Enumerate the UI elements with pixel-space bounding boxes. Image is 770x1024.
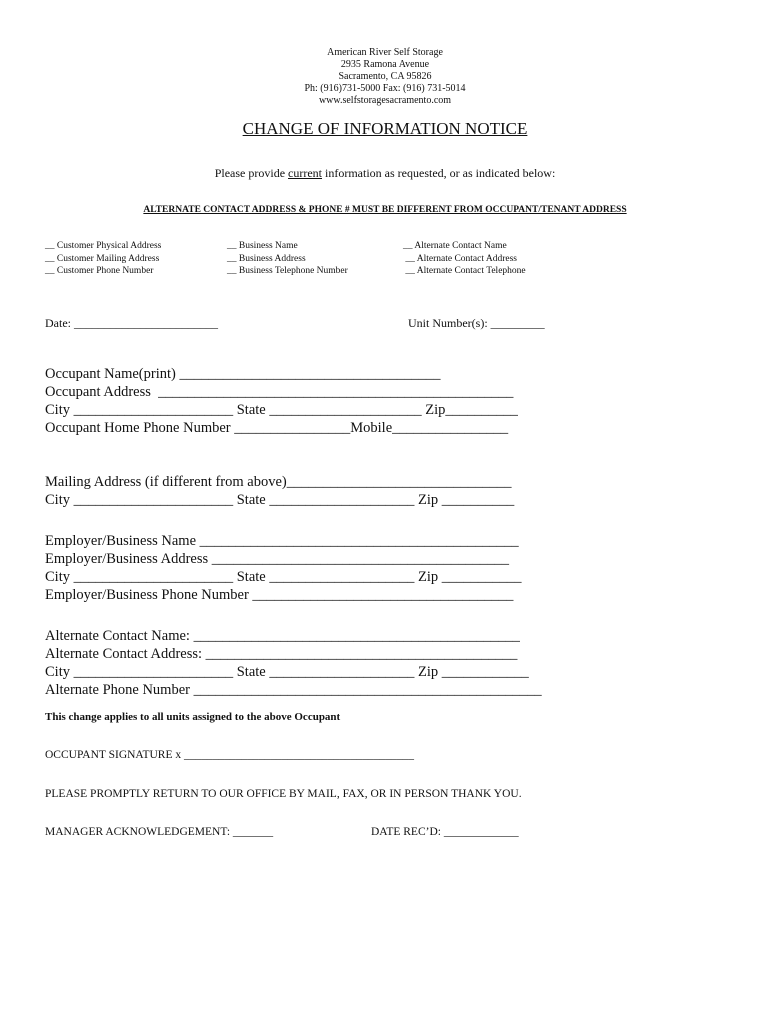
check-customer-physical-address[interactable]: __ Customer Physical Address xyxy=(45,241,162,251)
check-alternate-contact-telephone[interactable]: __ Alternate Contact Telephone xyxy=(403,266,526,276)
return-note: PLEASE PROMPTLY RETURN TO OUR OFFICE BY MAIL, FAX, OR IN PERSON THANK YOU. xyxy=(45,788,522,800)
occupant-address-field[interactable]: Occupant Address _________________________________________________ xyxy=(45,384,514,400)
company-city: Sacramento, CA 95826 xyxy=(338,71,432,82)
occupant-signature-field[interactable]: OCCUPANT SIGNATURE x ________________________________________ xyxy=(45,749,414,761)
manager-acknowledgement-field[interactable]: MANAGER ACKNOWLEDGEMENT: _______ xyxy=(45,826,274,838)
check-business-name[interactable]: __ Business Name xyxy=(227,241,298,251)
mailing-address-field[interactable]: Mailing Address (if different from above)_______________________________ xyxy=(45,474,512,490)
company-street: 2935 Ramona Avenue xyxy=(340,59,430,70)
date-received-field[interactable]: DATE REC’D: _____________ xyxy=(371,826,519,838)
alternate-contact-name-field[interactable]: Alternate Contact Name: _____________________________________________ xyxy=(45,628,520,644)
checklist-column-business xyxy=(227,240,348,278)
instruction-text xyxy=(0,166,770,181)
employer-address-field[interactable]: Employer/Business Address _________________________________________ xyxy=(45,551,509,567)
alternate-city-state-zip-field[interactable]: City ______________________ State ____________________ Zip ____________ xyxy=(45,664,529,680)
check-alternate-contact-name[interactable]: __ Alternate Contact Name xyxy=(403,241,507,251)
employer-city-state-zip-field[interactable]: City ______________________ State ____________________ Zip ___________ xyxy=(45,569,522,585)
date-field[interactable]: Date: ________________________ xyxy=(45,316,218,330)
check-customer-mailing-address[interactable]: __ Customer Mailing Address xyxy=(45,253,160,264)
instruction-emphasis: current xyxy=(288,166,323,180)
instruction-before: Please provide xyxy=(214,166,289,180)
alternate-phone-field[interactable]: Alternate Phone Number ________________________________________________ xyxy=(45,682,542,698)
employer-name-field[interactable]: Employer/Business Name ____________________________________________ xyxy=(45,533,519,549)
check-alternate-contact-address[interactable]: __ Alternate Contact Address xyxy=(403,253,517,264)
employer-phone-field[interactable]: Employer/Business Phone Number ____________________________________ xyxy=(45,587,514,603)
check-customer-phone-number[interactable]: __ Customer Phone Number xyxy=(45,266,154,276)
checklist-column-customer xyxy=(45,240,161,278)
applies-note: This change applies to all units assigned to the above Occupant xyxy=(45,711,341,723)
occupant-name-field[interactable]: Occupant Name(print) ____________________________________ xyxy=(45,366,441,382)
unit-number-field[interactable]: Unit Number(s): _________ xyxy=(408,316,545,330)
instruction-after: information as requested, or as indicated below: xyxy=(322,166,556,180)
occupant-phone-field[interactable]: Occupant Home Phone Number ________________Mobile________________ xyxy=(45,420,509,436)
check-business-telephone[interactable]: __ Business Telephone Number xyxy=(227,266,348,276)
document-title: CHANGE OF INFORMATION NOTICE xyxy=(242,119,528,138)
occupant-city-state-zip-field[interactable]: City ______________________ State _____________________ Zip__________ xyxy=(45,402,518,418)
check-business-address[interactable]: __ Business Address xyxy=(227,253,306,264)
company-name: American River Self Storage xyxy=(327,47,443,58)
alternate-contact-warning: ALTERNATE CONTACT ADDRESS & PHONE # MUST BE DIFFERENT FROM OCCUPANT/TENANT ADDRESS xyxy=(143,205,627,215)
mailing-city-state-zip-field[interactable]: City ______________________ State ____________________ Zip __________ xyxy=(45,492,515,508)
alternate-contact-address-field[interactable]: Alternate Contact Address: ___________________________________________ xyxy=(45,646,518,662)
company-website: www.selfstoragesacramento.com xyxy=(318,95,452,106)
company-phone-fax: Ph: (916)731-5000 Fax: (916) 731-5014 xyxy=(304,83,466,94)
checklist-column-alternate xyxy=(403,240,526,278)
